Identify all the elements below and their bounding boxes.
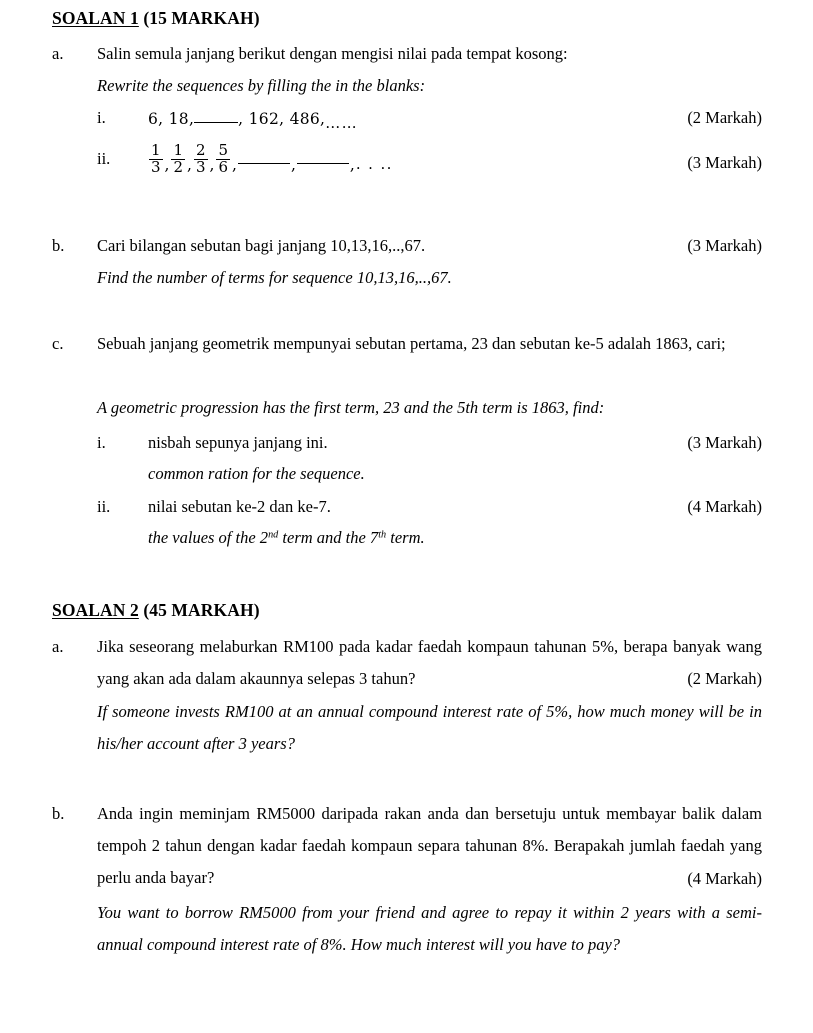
ordinal-text-mid: term and the 7 <box>278 528 379 547</box>
fraction-1 <box>149 143 163 175</box>
question-1a-malay: Salin semula janjang berikut dengan mengisi nilai pada tempat kosong: <box>97 44 568 63</box>
question-1b <box>52 230 762 262</box>
question-1a-ii-marker: ii. <box>97 149 111 168</box>
fraction-ellipsis: . . .. <box>355 155 393 174</box>
fraction-separator: , <box>187 156 192 175</box>
question-1c-malay: Sebuah janjang geometrik mempunyai sebutan pertama, 23 dan sebutan ke-5 adalah 1863, cari; <box>97 334 726 353</box>
sequence-ellipsis: …… <box>325 114 359 133</box>
fraction-2-denominator: 2 <box>173 157 184 176</box>
question-2a <box>52 631 762 695</box>
question-1c-i-marker: i. <box>97 433 106 452</box>
question-1c-marker: c. <box>52 334 64 353</box>
question-2b-marker: b. <box>52 804 65 823</box>
question-1c-i-malay: nisbah sepunya janjang ini. <box>148 433 328 452</box>
question-1a-i-marks: (2 Markah) <box>687 108 762 127</box>
question-2b-marks: (4 Markah) <box>687 869 762 888</box>
question-1a-i <box>97 103 762 134</box>
section-heading-title: SOALAN 2 <box>52 600 139 620</box>
question-1a-i-marker: i. <box>97 108 106 127</box>
fraction-4 <box>216 143 230 175</box>
question-1c-ii-malay: nilai sebutan ke-2 dan ke-7. <box>148 497 331 516</box>
question-1b-english: Find the number of terms for sequence 10,13,16,..,67. <box>97 268 452 287</box>
fraction-4-numerator: 5 <box>218 141 228 160</box>
fraction-1-numerator: 1 <box>151 141 161 160</box>
ordinal-suffix-2nd: nd <box>268 529 279 541</box>
question-1b-malay: Cari bilangan sebutan bagi janjang 10,13,16,..,67. <box>97 236 426 255</box>
question-1b-english-row <box>52 262 762 294</box>
question-1b-marker: b. <box>52 236 65 255</box>
fraction-4-denominator: 6 <box>218 157 228 176</box>
question-1c-i-marks: (3 Markah) <box>687 433 762 452</box>
question-1c-i-english-row <box>97 459 762 489</box>
section-heading-marks: (15 MARKAH) <box>138 8 260 28</box>
question-1c-english-row <box>52 392 762 424</box>
fraction-2 <box>171 143 185 175</box>
ordinal-text-pre: the values of the 2 <box>148 528 269 547</box>
question-1c-ii-english <box>148 523 762 553</box>
question-1a-ii-sequence <box>148 140 762 179</box>
question-1a-ii <box>97 140 762 179</box>
question-1c <box>52 328 762 360</box>
section-heading-marks: (45 MARKAH) <box>138 600 260 620</box>
fraction-separator: , <box>164 156 170 175</box>
question-1c-i <box>97 428 762 458</box>
fraction-1-denominator: 3 <box>151 157 161 176</box>
question-1c-i-english: common ration for the sequence. <box>148 464 365 483</box>
fraction-3-denominator: 3 <box>195 157 206 176</box>
question-2b-malay: Anda ingin meminjam RM5000 daripada rakan anda dan bersetuju untuk membayar balik dalam tempoh 2 tahun dengan kadar faedah kompaun separa tahunan 8%. Berapakah jumlah faedah yang perlu anda bayar? <box>97 804 762 887</box>
question-1a-ii-marks: (3 Markah) <box>687 153 762 172</box>
ordinal-suffix-7th: th <box>378 529 387 541</box>
ordinal-text-post: term. <box>386 528 425 547</box>
question-1a-english: Rewrite the sequences by filling the in the blanks: <box>97 76 426 95</box>
fraction-separator: , <box>290 156 296 175</box>
question-2a-marker: a. <box>52 637 64 656</box>
fraction-blank-2 <box>297 163 349 164</box>
question-1c-ii-marker: ii. <box>97 497 111 516</box>
sequence-start: 6, 18, <box>148 110 195 129</box>
question-1c-ii <box>97 492 762 522</box>
question-2a-marks: (2 Markah) <box>687 669 762 688</box>
question-2b-english-row <box>52 897 762 961</box>
question-2a-english: If someone invests RM100 at an annual compound interest rate of 5%, how much money will be in his/her account after 3 years? <box>97 702 762 753</box>
question-2a-english-row <box>52 696 762 760</box>
question-1c-ii-marks: (4 Markah) <box>687 497 762 516</box>
fraction-3-numerator: 2 <box>195 141 206 160</box>
question-2b <box>52 798 762 894</box>
question-1c-english: A geometric progression has the first term, 23 and the 5th term is 1863, find: <box>97 398 605 417</box>
section-heading-soalan-1 <box>52 8 260 29</box>
fraction-separator: , <box>209 156 215 175</box>
question-1a <box>52 38 762 70</box>
fraction-blank-1 <box>238 163 290 164</box>
question-1a-marker: a. <box>52 44 64 63</box>
sequence-blank-1 <box>194 122 238 123</box>
fraction-separator: , <box>349 156 355 175</box>
question-2a-malay: Jika seseorang melaburkan RM100 pada kadar faedah kompaun tahunan 5%, berapa banyak wang yang akan ada dalam akaunnya selepas 3 tahun? <box>97 637 762 688</box>
sequence-end: , 162, 486, <box>238 110 326 129</box>
question-2b-english: You want to borrow RM5000 from your friend and agree to repay it within 2 years with a semi-annual compound interest rate of 8%. How much interest will you have to pay? <box>97 903 762 954</box>
question-1a-english-row <box>52 70 762 102</box>
question-1a-i-sequence <box>148 103 762 134</box>
fraction-3 <box>194 143 208 175</box>
fraction-2-numerator: 1 <box>173 141 184 160</box>
section-heading-title: SOALAN 1 <box>52 8 139 28</box>
section-heading-soalan-2 <box>52 600 260 621</box>
question-1c-ii-english-row <box>97 523 762 553</box>
question-1b-marks: (3 Markah) <box>687 236 762 255</box>
fraction-separator: , <box>232 156 237 175</box>
